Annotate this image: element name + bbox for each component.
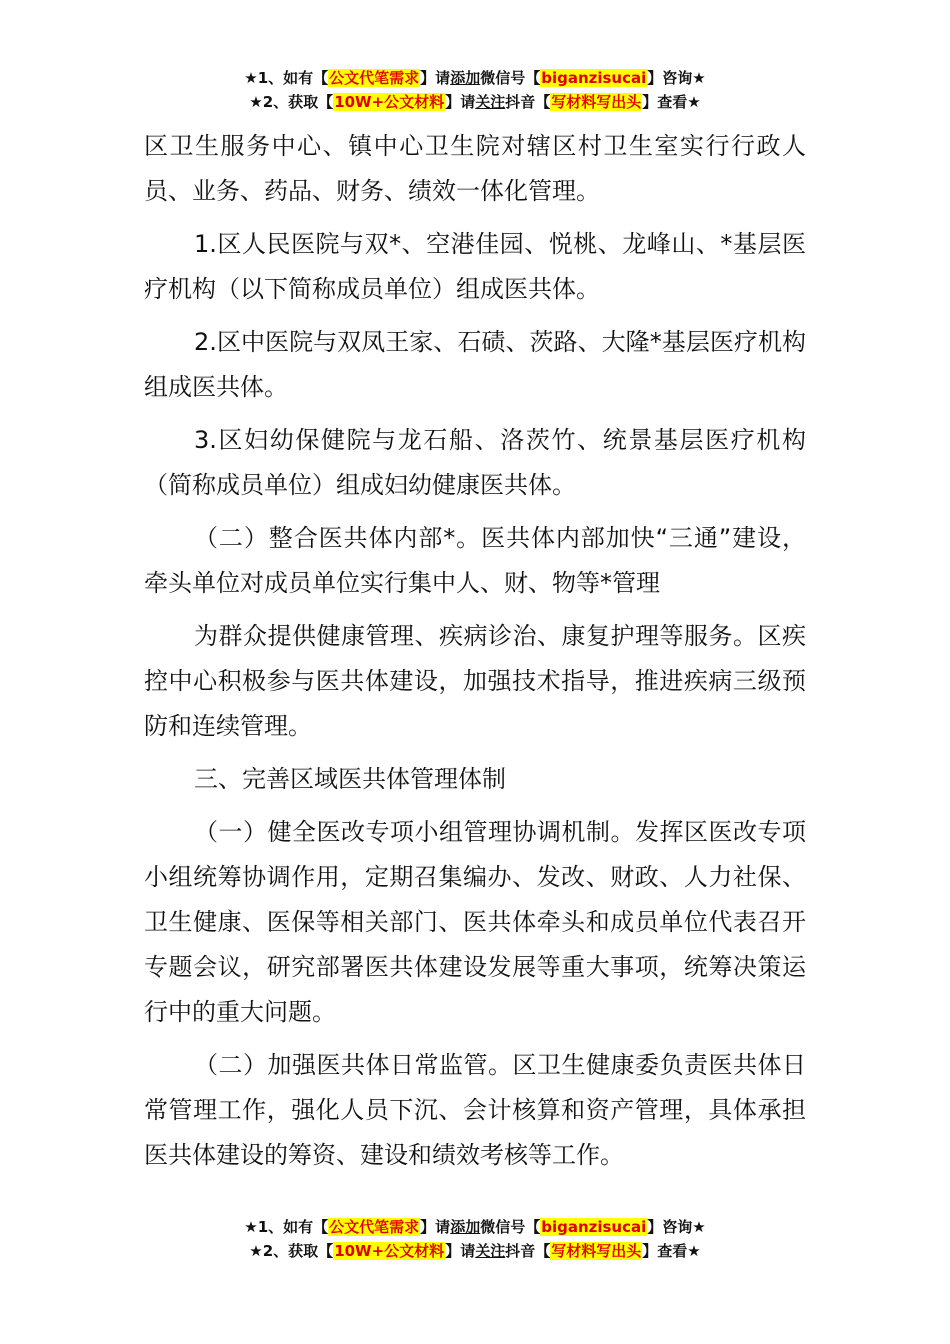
promo-text: 】咨询★	[647, 69, 706, 87]
promo-text: 抖音【	[505, 1242, 551, 1260]
body-paragraph: 3.区妇幼保健院与龙石船、洛茨竹、统景基层医疗机构（简称成员单位）组成妇幼健康医共体。	[144, 426, 806, 499]
promo-emphasis: 关注	[475, 93, 506, 111]
body-paragraph: 1.区人民医院与双*、空港佳园、悦桃、龙峰山、*基层医疗机构（以下简称成员单位）组成医共体。	[144, 230, 806, 303]
body-paragraph: 为群众提供健康管理、疾病诊治、康复护理等服务。区疾控中心积极参与医共体建设，加强技术指导，推进疾病三级预防和连续管理。	[144, 622, 806, 740]
promo-text: ★1、如有【	[244, 69, 329, 87]
promo-text: 微信号【	[480, 69, 541, 87]
promo-highlight: 10W+公文材料	[334, 1242, 445, 1260]
promo-text: 】请	[420, 69, 451, 87]
promo-douyin-id: 写材料写出头	[551, 1242, 642, 1260]
promo-text: 】请	[420, 1218, 451, 1236]
promo-line-2	[0, 90, 950, 114]
promo-highlight: 10W+公文材料	[334, 93, 445, 111]
promo-text: 】查看★	[642, 93, 701, 111]
promo-douyin-id: 写材料写出头	[551, 93, 642, 111]
promo-wechat-id: biganzisucai	[541, 69, 647, 87]
promo-text: 】咨询★	[647, 1218, 706, 1236]
promo-text: 抖音【	[505, 93, 551, 111]
promo-text: ★1、如有【	[244, 1218, 329, 1236]
document-body	[144, 124, 806, 1186]
promo-wechat-id: biganzisucai	[541, 1218, 647, 1236]
body-paragraph: 2.区中医院与双凤王家、石碛、茨路、大隆*基层医疗机构组成医共体。	[144, 328, 806, 401]
body-paragraph: 区卫生服务中心、镇中心卫生院对辖区村卫生室实行行政人员、业务、药品、财务、绩效一体化管理。	[144, 132, 806, 205]
promo-text: 微信号【	[480, 1218, 541, 1236]
body-paragraph: （二）整合医共体内部*。医共体内部加快“三通”建设，牵头单位对成员单位实行集中人、财、物等*管理	[144, 524, 806, 597]
promo-highlight: 公文代笔需求	[329, 69, 420, 87]
promo-text: 】查看★	[642, 1242, 701, 1260]
body-paragraph: （二）加强医共体日常监管。区卫生健康委负责医共体日常管理工作，强化人员下沉、会计核算和资产管理，具体承担医共体建设的筹资、建设和绩效考核等工作。	[144, 1051, 806, 1169]
promo-banner-bottom	[0, 1215, 950, 1263]
promo-emphasis: 添加	[450, 69, 481, 87]
promo-line-1	[0, 1215, 950, 1239]
promo-line-2	[0, 1239, 950, 1263]
promo-highlight: 公文代笔需求	[329, 1218, 420, 1236]
promo-line-1	[0, 66, 950, 90]
section-heading: 三、完善区域医共体管理体制	[194, 765, 506, 793]
promo-text: ★2、获取【	[249, 1242, 334, 1260]
promo-banner-top	[0, 66, 950, 114]
promo-text: ★2、获取【	[249, 93, 334, 111]
promo-text: 】请	[445, 1242, 476, 1260]
body-paragraph: （一）健全医改专项小组管理协调机制。发挥区医改专项小组统筹协调作用，定期召集编办、发改、财政、人力社保、卫生健康、医保等相关部门、医共体牵头和成员单位代表召开专题会议，研究部署医共体建设发展等重大事项，统筹决策运行中的重大问题。	[144, 818, 806, 1026]
promo-emphasis: 关注	[475, 1242, 506, 1260]
promo-emphasis: 添加	[450, 1218, 481, 1236]
promo-text: 】请	[445, 93, 476, 111]
